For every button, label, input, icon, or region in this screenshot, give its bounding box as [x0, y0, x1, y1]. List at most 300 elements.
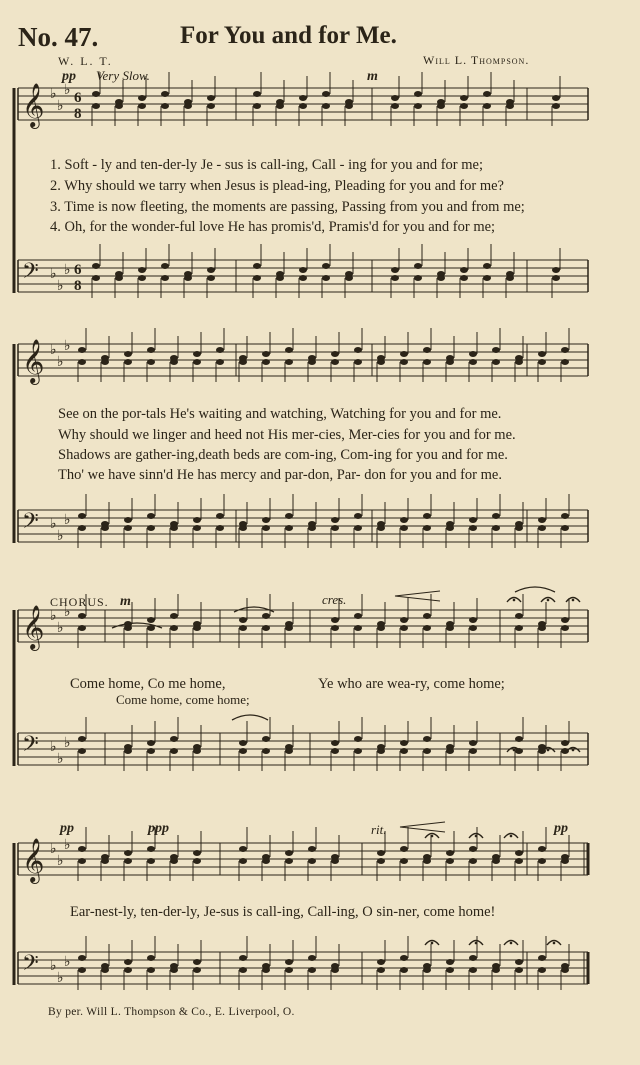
cres-marking: cres. — [322, 592, 347, 607]
notehead — [391, 267, 399, 273]
notehead — [515, 736, 523, 742]
notehead — [322, 263, 330, 269]
hymn-title: For You and for Me. — [180, 22, 397, 49]
notehead — [285, 748, 293, 754]
notehead — [377, 525, 385, 531]
notehead — [170, 613, 178, 619]
notehead — [285, 850, 293, 856]
notehead — [515, 858, 523, 864]
flat-icon: ♭ — [64, 263, 71, 278]
flat-icon: ♭ — [64, 736, 71, 751]
notehead — [400, 967, 408, 973]
notehead — [262, 359, 270, 365]
notehead — [124, 517, 132, 523]
notehead — [552, 103, 560, 109]
notehead — [561, 625, 569, 631]
notehead — [515, 967, 523, 973]
notehead — [170, 736, 178, 742]
notehead — [216, 513, 224, 519]
notehead — [538, 955, 546, 961]
fermata-dot — [513, 599, 516, 602]
notehead — [101, 525, 109, 531]
notehead — [492, 513, 500, 519]
notehead — [377, 625, 385, 631]
notehead — [446, 748, 454, 754]
notehead — [253, 275, 261, 281]
notehead — [184, 275, 192, 281]
notehead — [193, 967, 201, 973]
fermata-dot — [572, 749, 575, 752]
notehead — [285, 359, 293, 365]
notehead — [78, 613, 86, 619]
notehead — [354, 748, 362, 754]
flat-icon: ♭ — [57, 971, 64, 986]
notehead — [193, 359, 201, 365]
notehead — [414, 275, 422, 281]
flat-icon: ♭ — [57, 621, 64, 636]
notehead — [561, 525, 569, 531]
notehead — [506, 275, 514, 281]
notehead — [469, 858, 477, 864]
notehead — [161, 91, 169, 97]
notehead — [483, 91, 491, 97]
notehead — [446, 359, 454, 365]
fermata-dot — [513, 749, 516, 752]
notehead — [469, 617, 477, 623]
dynamic-pp: pp — [62, 69, 76, 84]
notehead — [354, 513, 362, 519]
notehead — [561, 858, 569, 864]
notehead — [101, 359, 109, 365]
flat-icon: ♭ — [64, 513, 71, 528]
treble-clef-icon: 𝄞 — [22, 83, 45, 127]
notehead — [285, 625, 293, 631]
notehead — [446, 525, 454, 531]
notehead — [492, 967, 500, 973]
flat-icon: ♭ — [57, 529, 64, 544]
notehead — [299, 267, 307, 273]
notehead — [354, 625, 362, 631]
notehead — [138, 267, 146, 273]
notehead — [400, 748, 408, 754]
flat-icon: ♭ — [57, 854, 64, 869]
notehead — [400, 617, 408, 623]
chorus-final-line: Ear-nest-ly, ten-der-ly, Je-sus is call-ing, Call-ing, O sin-ner, come home! — [70, 904, 496, 920]
flat-icon: ♭ — [50, 87, 57, 102]
fermata-dot — [547, 749, 550, 752]
notehead — [492, 858, 500, 864]
notehead — [400, 740, 408, 746]
notehead — [92, 103, 100, 109]
notehead — [161, 275, 169, 281]
notehead — [253, 103, 261, 109]
notehead — [552, 275, 560, 281]
notehead — [115, 103, 123, 109]
flat-icon: ♭ — [57, 752, 64, 767]
fermata-dot — [431, 942, 434, 945]
flat-icon: ♭ — [64, 955, 71, 970]
notehead — [170, 625, 178, 631]
notehead — [78, 525, 86, 531]
notehead — [414, 91, 422, 97]
notehead — [78, 359, 86, 365]
notehead — [331, 351, 339, 357]
notehead — [193, 858, 201, 864]
notehead — [400, 525, 408, 531]
notehead — [308, 525, 316, 531]
notehead — [92, 263, 100, 269]
verse-3-line-a: 3. Time is now fleeting, the moments are passing, Passing from you and from me; — [50, 199, 525, 215]
flat-icon: ♭ — [50, 343, 57, 358]
notehead — [437, 275, 445, 281]
notehead — [124, 967, 132, 973]
notehead — [552, 267, 560, 273]
flat-icon: ♭ — [50, 959, 57, 974]
notehead — [276, 275, 284, 281]
notehead — [124, 858, 132, 864]
fermata-dot — [475, 942, 478, 945]
notehead — [239, 846, 247, 852]
notehead — [561, 967, 569, 973]
notehead — [276, 103, 284, 109]
chorus-line-2: Come home, come home; — [116, 692, 250, 707]
notehead — [78, 967, 86, 973]
notehead — [391, 103, 399, 109]
notehead — [193, 351, 201, 357]
notehead — [391, 275, 399, 281]
time-signature: 6 — [74, 262, 82, 278]
notehead — [400, 846, 408, 852]
notehead — [147, 846, 155, 852]
notehead — [423, 525, 431, 531]
flat-icon: ♭ — [50, 517, 57, 532]
notehead — [285, 347, 293, 353]
notehead — [138, 275, 146, 281]
flat-icon: ♭ — [64, 339, 71, 354]
notehead — [354, 347, 362, 353]
notehead — [538, 846, 546, 852]
notehead — [322, 91, 330, 97]
rit-marking: rit. — [371, 822, 387, 837]
copyright-footer: By per. Will L. Thompson & Co., E. Liverpool, O. — [48, 1006, 295, 1018]
verse-1-line-b: See on the por-tals He's waiting and watching, Watching for you and for me. — [58, 406, 502, 422]
notehead — [285, 967, 293, 973]
notehead — [124, 959, 132, 965]
notehead — [124, 625, 132, 631]
notehead — [239, 858, 247, 864]
treble-clef-icon: 𝄞 — [22, 339, 45, 383]
notehead — [78, 513, 86, 519]
notehead — [239, 955, 247, 961]
fermata-dot — [475, 835, 478, 838]
notehead — [377, 850, 385, 856]
notehead — [538, 967, 546, 973]
notehead — [538, 351, 546, 357]
notehead — [400, 351, 408, 357]
flat-icon: ♭ — [57, 279, 64, 294]
notehead — [400, 955, 408, 961]
crescendo-hairpin — [395, 591, 440, 601]
notehead — [262, 748, 270, 754]
notehead — [253, 263, 261, 269]
notehead — [552, 95, 560, 101]
notehead — [515, 613, 523, 619]
notehead — [561, 513, 569, 519]
notehead — [423, 613, 431, 619]
notehead — [446, 967, 454, 973]
notehead — [446, 858, 454, 864]
chorus-dynamic-m: m — [120, 594, 131, 609]
flat-icon: ♭ — [50, 740, 57, 755]
notehead — [147, 740, 155, 746]
notehead — [469, 359, 477, 365]
notehead — [253, 91, 261, 97]
notehead — [469, 351, 477, 357]
notehead — [561, 740, 569, 746]
notehead — [391, 95, 399, 101]
notehead — [423, 625, 431, 631]
notehead — [561, 617, 569, 623]
notehead — [285, 525, 293, 531]
notehead — [515, 850, 523, 856]
notehead — [147, 525, 155, 531]
notehead — [193, 748, 201, 754]
flat-icon: ♭ — [50, 267, 57, 282]
chorus-line-1b: Ye who are wea-ry, come home; — [318, 676, 505, 692]
notehead — [207, 103, 215, 109]
notehead — [483, 275, 491, 281]
verse-4-line-a: 4. Oh, for the wonder-ful love He has promis'd, Pramis'd for you and for me; — [50, 219, 496, 235]
notehead — [239, 967, 247, 973]
notehead — [262, 525, 270, 531]
notehead — [400, 858, 408, 864]
notehead — [414, 103, 422, 109]
notehead — [262, 858, 270, 864]
notehead — [331, 748, 339, 754]
notehead — [345, 103, 353, 109]
notehead — [469, 748, 477, 754]
notehead — [285, 858, 293, 864]
notehead — [124, 351, 132, 357]
notehead — [216, 347, 224, 353]
notehead — [92, 275, 100, 281]
notehead — [170, 525, 178, 531]
slur — [232, 715, 268, 720]
flat-icon: ♭ — [57, 355, 64, 370]
notehead — [377, 858, 385, 864]
notehead — [193, 625, 201, 631]
notehead — [331, 967, 339, 973]
notehead — [78, 858, 86, 864]
notehead — [400, 517, 408, 523]
notehead — [193, 517, 201, 523]
time-signature: 6 — [74, 90, 82, 106]
notehead — [354, 613, 362, 619]
notehead — [538, 525, 546, 531]
notehead — [492, 347, 500, 353]
notehead — [207, 95, 215, 101]
notehead — [354, 359, 362, 365]
notehead — [483, 103, 491, 109]
notehead — [299, 275, 307, 281]
notehead — [78, 347, 86, 353]
notehead — [377, 359, 385, 365]
notehead — [515, 625, 523, 631]
notehead — [147, 513, 155, 519]
chorus-label: CHORUS. — [50, 595, 109, 609]
notehead — [538, 359, 546, 365]
notehead — [78, 625, 86, 631]
notehead — [308, 858, 316, 864]
notehead — [561, 359, 569, 365]
composer-name: Will L. Thompson. — [423, 53, 530, 67]
notehead — [147, 359, 155, 365]
notehead — [538, 858, 546, 864]
verse-2-line-b: Why should we linger and heed not His mer-cies, Mer-cies for you and for me. — [58, 427, 516, 443]
notehead — [262, 613, 270, 619]
notehead — [78, 748, 86, 754]
tempo-marking: Very Slow. — [96, 68, 150, 83]
notehead — [400, 359, 408, 365]
notehead — [138, 95, 146, 101]
notehead — [506, 103, 514, 109]
lyricist-initials: W. L. T. — [58, 54, 113, 68]
notehead — [515, 959, 523, 965]
notehead — [331, 617, 339, 623]
flat-icon: ♭ — [64, 83, 71, 98]
fermata-dot — [510, 835, 513, 838]
flat-icon: ♭ — [50, 609, 57, 624]
notehead — [147, 748, 155, 754]
notehead — [239, 748, 247, 754]
notehead — [460, 103, 468, 109]
notehead — [561, 347, 569, 353]
notehead — [239, 359, 247, 365]
fermata-dot — [572, 599, 575, 602]
time-signature: 8 — [74, 106, 82, 122]
notehead — [331, 625, 339, 631]
flat-icon: ♭ — [50, 842, 57, 857]
notehead — [423, 347, 431, 353]
fermata-dot — [510, 942, 513, 945]
verse-3-line-b: Shadows are gather-ing,death beds are com-ing, Com-ing for you and for me. — [58, 447, 508, 463]
notehead — [538, 517, 546, 523]
flat-icon: ♭ — [64, 838, 71, 853]
notehead — [216, 359, 224, 365]
chorus-line-1: Come home, Co me home, — [70, 676, 226, 692]
notehead — [538, 625, 546, 631]
notehead — [400, 625, 408, 631]
notehead — [308, 846, 316, 852]
notehead — [115, 275, 123, 281]
notehead — [262, 351, 270, 357]
bass-clef-icon: 𝄢 — [22, 951, 39, 981]
notehead — [460, 267, 468, 273]
notehead — [308, 955, 316, 961]
notehead — [469, 846, 477, 852]
fermata-dot — [553, 942, 556, 945]
notehead — [147, 955, 155, 961]
notehead — [331, 740, 339, 746]
notehead — [469, 517, 477, 523]
notehead — [124, 525, 132, 531]
notehead — [423, 858, 431, 864]
notehead — [101, 967, 109, 973]
notehead — [193, 525, 201, 531]
notehead — [216, 525, 224, 531]
time-signature: 8 — [74, 278, 82, 294]
notehead — [78, 736, 86, 742]
notehead — [483, 263, 491, 269]
notehead — [492, 525, 500, 531]
notehead — [423, 359, 431, 365]
hymn-number: No. 47. — [18, 22, 99, 52]
notehead — [561, 748, 569, 754]
notehead — [354, 525, 362, 531]
notehead — [299, 95, 307, 101]
notehead — [239, 740, 247, 746]
notehead — [147, 858, 155, 864]
notehead — [308, 967, 316, 973]
notehead — [262, 967, 270, 973]
crescendo-hairpin — [400, 822, 445, 832]
notehead — [331, 517, 339, 523]
verse-1-line-a: 1. Soft - ly and ten-der-ly Je - sus is call-ing, Call - ing for you and for me; — [50, 157, 484, 173]
notehead — [515, 525, 523, 531]
notehead — [460, 95, 468, 101]
notehead — [469, 967, 477, 973]
fermata-dot — [547, 599, 550, 602]
notehead — [161, 263, 169, 269]
notehead — [239, 525, 247, 531]
notehead — [101, 858, 109, 864]
notehead — [423, 736, 431, 742]
notehead — [322, 275, 330, 281]
notehead — [469, 740, 477, 746]
notehead — [354, 736, 362, 742]
notehead — [184, 103, 192, 109]
notehead — [345, 275, 353, 281]
dynamic-ppp: ppp — [148, 821, 169, 836]
bass-clef-icon: 𝄢 — [22, 259, 39, 289]
notehead — [377, 748, 385, 754]
notehead — [469, 525, 477, 531]
notehead — [437, 103, 445, 109]
notehead — [124, 850, 132, 856]
verse-2-line-a: 2. Why should we tarry when Jesus is plead-ing, Pleading for you and for me? — [50, 178, 504, 194]
notehead — [207, 275, 215, 281]
notehead — [446, 850, 454, 856]
notehead — [147, 967, 155, 973]
notehead — [124, 359, 132, 365]
verse-4-line-b: Tho' we have sinn'd He has mercy and par-don, Par- don for you and for me. — [58, 467, 502, 483]
notehead — [193, 850, 201, 856]
notehead — [138, 103, 146, 109]
notehead — [170, 858, 178, 864]
notehead — [322, 103, 330, 109]
notehead — [331, 525, 339, 531]
notehead — [423, 513, 431, 519]
notehead — [147, 617, 155, 623]
notehead — [469, 625, 477, 631]
notehead — [124, 748, 132, 754]
notehead — [239, 625, 247, 631]
notehead — [423, 967, 431, 973]
notehead — [446, 625, 454, 631]
dynamic-pp-3: pp — [554, 821, 568, 836]
treble-clef-icon: 𝄞 — [22, 605, 45, 649]
notehead — [239, 617, 247, 623]
